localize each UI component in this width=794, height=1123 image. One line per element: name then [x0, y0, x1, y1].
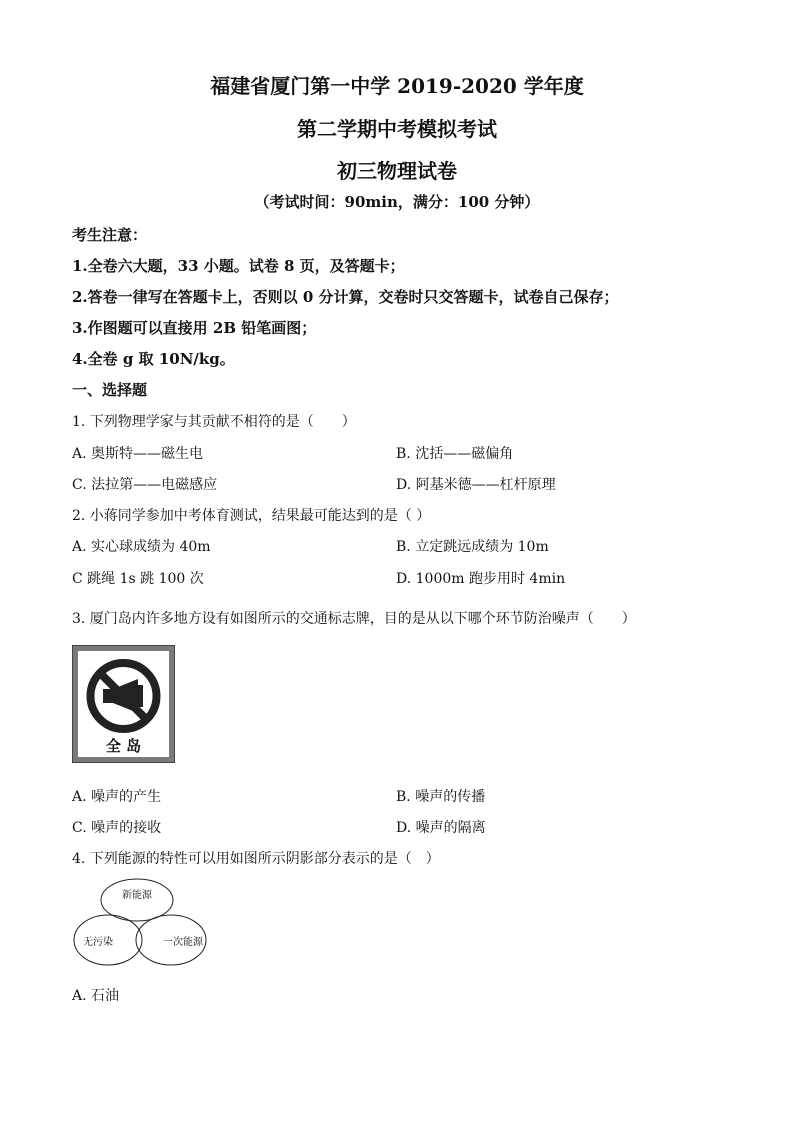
question-1-option-c: C. 法拉第——电磁感应	[72, 477, 218, 493]
question-2-option-d: D. 1000m 跑步用时 4min	[396, 571, 566, 587]
title-line-3: 初三物理试卷	[337, 159, 457, 183]
notes-heading: 考生注意：	[72, 226, 148, 244]
question-1-option-b: B. 沈括——磁偏角	[396, 446, 514, 462]
venn-label-left: 无污染	[83, 937, 113, 948]
title-line-1: 福建省厦门第一中学 2019-2020 学年度	[210, 74, 584, 98]
note-item: 1.全卷六大题，33 小题。试卷 8 页，及答题卡；	[72, 257, 405, 275]
question-2-stem: 2. 小蒋同学参加中考体育测试，结果最可能达到的是（ ）	[72, 508, 431, 524]
no-horn-sign-image	[72, 645, 175, 763]
question-4-option-a: A. 石油	[72, 988, 120, 1004]
question-1-stem: 1. 下列物理学家与其贡献不相符的是（ ）	[72, 414, 356, 430]
venn-diagram	[70, 878, 212, 968]
title-line-2: 第二学期中考模拟考试	[297, 117, 497, 141]
question-3-stem: 3. 厦门岛内许多地方设有如图所示的交通标志牌，目的是从以下哪个环节防治噪声（ ）	[72, 611, 636, 627]
question-3-option-c: C. 噪声的接收	[72, 820, 162, 836]
note-item: 4.全卷 g 取 10N/kg。	[72, 350, 235, 368]
question-2-option-c: C 跳绳 1s 跳 100 次	[72, 571, 204, 587]
question-3-option-d: D. 噪声的隔离	[396, 820, 486, 836]
note-item: 2.答卷一律写在答题卡上，否则以 0 分计算，交卷时只交答题卡，试卷自己保存；	[72, 288, 619, 306]
question-1-option-d: D. 阿基米德——杠杆原理	[396, 477, 556, 493]
section-heading: 一、选择题	[72, 381, 148, 399]
exam-info: （考试时间：90min，满分：100 分钟）	[254, 193, 540, 211]
question-1-option-a: A. 奥斯特——磁生电	[72, 446, 204, 462]
note-item: 3.作图题可以直接用 2B 铅笔画图；	[72, 319, 317, 337]
question-4-stem: 4. 下列能源的特性可以用如图所示阴影部分表示的是（ ）	[72, 851, 440, 867]
question-3-option-b: B. 噪声的传播	[396, 789, 486, 805]
question-2-option-b: B. 立定跳远成绩为 10m	[396, 539, 549, 555]
question-3-option-a: A. 噪声的产生	[72, 789, 162, 805]
sign-text: 全 岛	[105, 737, 142, 755]
venn-label-top: 新能源	[122, 890, 152, 901]
venn-label-right: 一次能源	[163, 937, 203, 948]
question-2-option-a: A. 实心球成绩为 40m	[72, 539, 211, 555]
